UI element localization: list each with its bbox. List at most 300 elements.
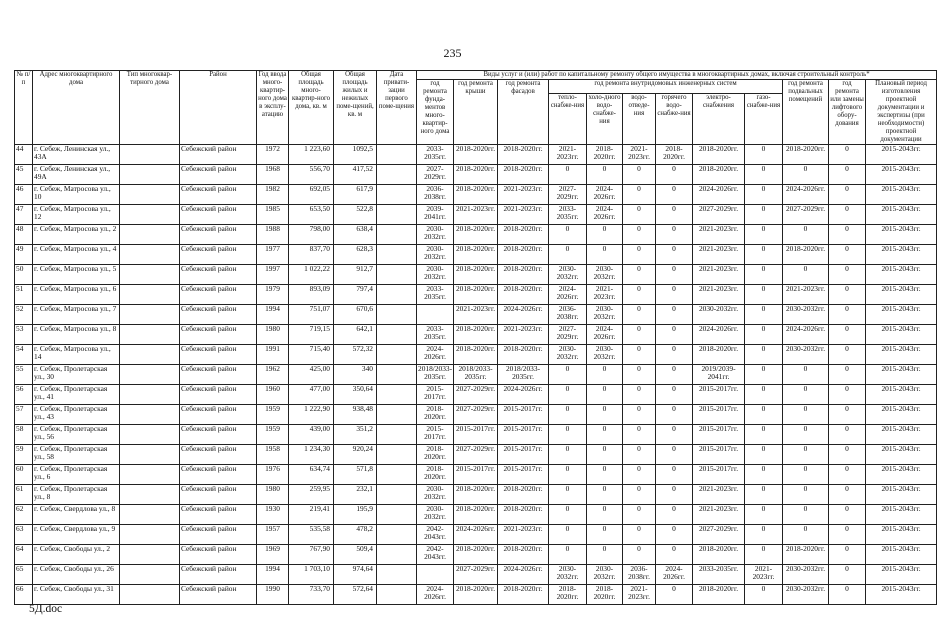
cell-basement: 0 bbox=[783, 465, 829, 485]
cell-address: г. Себеж, Матросова ул., 6 bbox=[33, 285, 120, 305]
cell-roof: 2021-2023гг. bbox=[454, 305, 498, 325]
cell-heat: 0 bbox=[549, 365, 587, 385]
cell-electric: 2018-2020гг. bbox=[693, 345, 745, 365]
cell-electric: 2015-2017гг. bbox=[693, 465, 745, 485]
cell-num: 47 bbox=[15, 205, 33, 225]
header-systems-group: год ремонта внутридомовых инженерных систем bbox=[549, 80, 783, 94]
cell-address: г. Себеж, Пролетарская ул., 58 bbox=[33, 445, 120, 465]
cell-plan: 2015-2043гг. bbox=[866, 185, 937, 205]
cell-foundation: 2042-2043гг. bbox=[417, 525, 454, 545]
cell-elevator: 0 bbox=[829, 365, 866, 385]
cell-num: 58 bbox=[15, 425, 33, 445]
cell-living-area: 638,4 bbox=[334, 225, 377, 245]
cell-elevator: 0 bbox=[829, 525, 866, 545]
cell-elevator: 0 bbox=[829, 265, 866, 285]
table-body bbox=[15, 145, 937, 605]
cell-total-area: 425,00 bbox=[289, 365, 334, 385]
cell-address: г. Себеж, Матросова ул., 10 bbox=[33, 185, 120, 205]
cell-hot: 0 bbox=[656, 405, 693, 425]
cell-foundation bbox=[417, 565, 454, 585]
cell-year: 1962 bbox=[257, 365, 289, 385]
cell-cold: 2030-2032гг. bbox=[587, 345, 623, 365]
cell-cold: 2030-2032гг. bbox=[587, 565, 623, 585]
cell-facade: 2018-2020гг. bbox=[498, 585, 549, 605]
cell-district: Себежский район bbox=[180, 205, 257, 225]
cell-address: г. Себеж, Пролетарская ул., 41 bbox=[33, 385, 120, 405]
cell-heat: 0 bbox=[549, 525, 587, 545]
cell-num: 65 bbox=[15, 565, 33, 585]
table-row bbox=[15, 265, 937, 285]
cell-total-area: 1 703,10 bbox=[289, 565, 334, 585]
cell-roof: 2018-2020гг. bbox=[454, 145, 498, 165]
cell-privatization bbox=[377, 285, 417, 305]
cell-elevator: 0 bbox=[829, 205, 866, 225]
cell-foundation: 2036-2038гг. bbox=[417, 185, 454, 205]
cell-hot: 0 bbox=[656, 245, 693, 265]
cell-living-area: 351,2 bbox=[334, 425, 377, 445]
cell-total-area: 893,09 bbox=[289, 285, 334, 305]
cell-basement: 0 bbox=[783, 445, 829, 465]
cell-type bbox=[120, 425, 180, 445]
cell-total-area: 715,40 bbox=[289, 345, 334, 365]
cell-plan: 2015-2043гг. bbox=[866, 225, 937, 245]
cell-type bbox=[120, 245, 180, 265]
cell-plan: 2015-2043гг. bbox=[866, 385, 937, 405]
cell-cold: 2024-2026гг. bbox=[587, 185, 623, 205]
cell-basement: 2030-2032гг. bbox=[783, 565, 829, 585]
cell-basement: 2024-2026гг. bbox=[783, 185, 829, 205]
cell-year: 1979 bbox=[257, 285, 289, 305]
cell-drain: 0 bbox=[623, 225, 656, 245]
cell-total-area: 1 223,60 bbox=[289, 145, 334, 165]
cell-living-area: 232,1 bbox=[334, 485, 377, 505]
cell-plan: 2015-2043гг. bbox=[866, 265, 937, 285]
cell-plan: 2015-2043гг. bbox=[866, 525, 937, 545]
cell-heat: 2027-2029гг. bbox=[549, 325, 587, 345]
cell-basement: 2018-2020гг. bbox=[783, 545, 829, 565]
cell-privatization bbox=[377, 305, 417, 325]
cell-foundation bbox=[417, 305, 454, 325]
cell-basement: 0 bbox=[783, 405, 829, 425]
cell-total-area: 692,05 bbox=[289, 185, 334, 205]
cell-drain: 0 bbox=[623, 365, 656, 385]
cell-heat: 2036-2038гг. bbox=[549, 305, 587, 325]
cell-privatization bbox=[377, 165, 417, 185]
cell-address: г. Себеж, Ленинская ул., 49А bbox=[33, 165, 120, 185]
cell-elevator: 0 bbox=[829, 585, 866, 605]
cell-electric: 2027-2029гг. bbox=[693, 525, 745, 545]
cell-type bbox=[120, 465, 180, 485]
cell-elevator: 0 bbox=[829, 345, 866, 365]
table-row bbox=[15, 225, 937, 245]
cell-roof: 2018-2020гг. bbox=[454, 485, 498, 505]
cell-heat: 0 bbox=[549, 165, 587, 185]
header-type: Тип многоквар-тирного дома bbox=[120, 71, 180, 145]
cell-hot: 0 bbox=[656, 185, 693, 205]
cell-plan: 2015-2043гг. bbox=[866, 245, 937, 265]
cell-drain: 0 bbox=[623, 465, 656, 485]
cell-gas: 0 bbox=[745, 365, 783, 385]
cell-plan: 2015-2043гг. bbox=[866, 145, 937, 165]
cell-num: 49 bbox=[15, 245, 33, 265]
table-row bbox=[15, 345, 937, 365]
table-row bbox=[15, 585, 937, 605]
cell-heat: 0 bbox=[549, 425, 587, 445]
cell-roof: 2027-2029гг. bbox=[454, 405, 498, 425]
header-gas: газо-снабже-ния bbox=[745, 93, 783, 144]
cell-privatization bbox=[377, 225, 417, 245]
table-row bbox=[15, 505, 937, 525]
cell-year: 1980 bbox=[257, 325, 289, 345]
cell-electric: 2018-2020гг. bbox=[693, 585, 745, 605]
cell-basement: 0 bbox=[783, 385, 829, 405]
cell-foundation: 2024-2026гг. bbox=[417, 345, 454, 365]
cell-total-area: 439,00 bbox=[289, 425, 334, 445]
cell-roof: 2018-2020гг. bbox=[454, 165, 498, 185]
cell-basement: 2030-2032гг. bbox=[783, 345, 829, 365]
cell-cold: 0 bbox=[587, 405, 623, 425]
cell-type bbox=[120, 305, 180, 325]
cell-plan: 2015-2043гг. bbox=[866, 285, 937, 305]
cell-basement: 0 bbox=[783, 165, 829, 185]
cell-gas: 0 bbox=[745, 265, 783, 285]
cell-drain: 0 bbox=[623, 265, 656, 285]
cell-address: г. Себеж, Свободы ул., 31 bbox=[33, 585, 120, 605]
cell-elevator: 0 bbox=[829, 285, 866, 305]
cell-living-area: 642,1 bbox=[334, 325, 377, 345]
cell-type bbox=[120, 545, 180, 565]
cell-living-area: 350,64 bbox=[334, 385, 377, 405]
header-elevator: год ремонта или замены лифтового обору-дования bbox=[829, 80, 866, 145]
cell-district: Себежский район bbox=[180, 465, 257, 485]
cell-drain: 0 bbox=[623, 505, 656, 525]
cell-basement: 2027-2029гг. bbox=[783, 205, 829, 225]
header-heat: тепло-снабже-ния bbox=[549, 93, 587, 144]
cell-elevator: 0 bbox=[829, 445, 866, 465]
cell-hot: 0 bbox=[656, 505, 693, 525]
cell-total-area: 535,58 bbox=[289, 525, 334, 545]
cell-drain: 0 bbox=[623, 385, 656, 405]
cell-privatization bbox=[377, 385, 417, 405]
cell-plan: 2015-2043гг. bbox=[866, 545, 937, 565]
cell-elevator: 0 bbox=[829, 405, 866, 425]
cell-living-area: 628,3 bbox=[334, 245, 377, 265]
cell-district: Себежский район bbox=[180, 325, 257, 345]
table-row bbox=[15, 205, 937, 225]
cell-gas: 0 bbox=[745, 225, 783, 245]
cell-year: 1959 bbox=[257, 425, 289, 445]
cell-gas: 0 bbox=[745, 465, 783, 485]
cell-plan: 2015-2043гг. bbox=[866, 165, 937, 185]
table-row bbox=[15, 185, 937, 205]
cell-roof: 2018-2020гг. bbox=[454, 265, 498, 285]
cell-plan: 2015-2043гг. bbox=[866, 585, 937, 605]
cell-foundation: 2018/2033-2035гг. bbox=[417, 365, 454, 385]
cell-drain: 0 bbox=[623, 165, 656, 185]
cell-basement: 0 bbox=[783, 485, 829, 505]
cell-gas: 2021-2023гг. bbox=[745, 565, 783, 585]
cell-drain: 0 bbox=[623, 545, 656, 565]
cell-living-area: 974,64 bbox=[334, 565, 377, 585]
cell-gas: 0 bbox=[745, 185, 783, 205]
cell-foundation: 2033-2035гг. bbox=[417, 285, 454, 305]
cell-elevator: 0 bbox=[829, 165, 866, 185]
cell-district: Себежский район bbox=[180, 285, 257, 305]
cell-year: 1976 bbox=[257, 465, 289, 485]
cell-plan: 2015-2043гг. bbox=[866, 365, 937, 385]
header-works-group: Виды услуг и (или) работ по капитальному ремонту общего имущества в многоквартирных домах, включая строительный контроль* bbox=[417, 71, 937, 80]
cell-year: 1957 bbox=[257, 525, 289, 545]
cell-district: Себежский район bbox=[180, 485, 257, 505]
cell-plan: 2015-2043гг. bbox=[866, 405, 937, 425]
cell-facade: 2018-2020гг. bbox=[498, 545, 549, 565]
cell-foundation: 2033-2035гг. bbox=[417, 325, 454, 345]
cell-drain: 0 bbox=[623, 205, 656, 225]
cell-heat: 2018-2020гг. bbox=[549, 585, 587, 605]
cell-elevator: 0 bbox=[829, 505, 866, 525]
cell-elevator: 0 bbox=[829, 305, 866, 325]
cell-heat: 0 bbox=[549, 465, 587, 485]
cell-hot: 0 bbox=[656, 345, 693, 365]
cell-total-area: 767,90 bbox=[289, 545, 334, 565]
cell-plan: 2015-2043гг. bbox=[866, 505, 937, 525]
cell-privatization bbox=[377, 545, 417, 565]
cell-cold: 2018-2020гг. bbox=[587, 585, 623, 605]
cell-plan: 2015-2043гг. bbox=[866, 325, 937, 345]
cell-district: Себежский район bbox=[180, 185, 257, 205]
cell-year: 1991 bbox=[257, 345, 289, 365]
cell-living-area: 195,9 bbox=[334, 505, 377, 525]
cell-basement: 0 bbox=[783, 525, 829, 545]
cell-elevator: 0 bbox=[829, 145, 866, 165]
cell-cold: 0 bbox=[587, 225, 623, 245]
cell-address: г. Себеж, Матросова ул., 8 bbox=[33, 325, 120, 345]
cell-electric: 2018-2020гг. bbox=[693, 145, 745, 165]
cell-privatization bbox=[377, 525, 417, 545]
cell-plan: 2015-2043гг. bbox=[866, 205, 937, 225]
capital-repair-table bbox=[14, 70, 937, 605]
cell-total-area: 634,74 bbox=[289, 465, 334, 485]
cell-hot: 2018-2020гг. bbox=[656, 145, 693, 165]
cell-gas: 0 bbox=[745, 485, 783, 505]
cell-num: 60 bbox=[15, 465, 33, 485]
cell-elevator: 0 bbox=[829, 245, 866, 265]
cell-cold: 2030-2032гг. bbox=[587, 265, 623, 285]
cell-gas: 0 bbox=[745, 425, 783, 445]
cell-total-area: 1 234,30 bbox=[289, 445, 334, 465]
cell-cold: 0 bbox=[587, 245, 623, 265]
cell-electric: 2027-2029гг. bbox=[693, 205, 745, 225]
cell-elevator: 0 bbox=[829, 565, 866, 585]
cell-hot: 0 bbox=[656, 365, 693, 385]
cell-hot: 0 bbox=[656, 465, 693, 485]
cell-elevator: 0 bbox=[829, 325, 866, 345]
cell-hot: 0 bbox=[656, 305, 693, 325]
cell-plan: 2015-2043гг. bbox=[866, 445, 937, 465]
cell-cold: 2018-2020гг. bbox=[587, 145, 623, 165]
cell-facade: 2015-2017гг. bbox=[498, 425, 549, 445]
cell-num: 66 bbox=[15, 585, 33, 605]
cell-electric: 2021-2023гг. bbox=[693, 265, 745, 285]
table-row bbox=[15, 565, 937, 585]
cell-living-area: 617,9 bbox=[334, 185, 377, 205]
cell-facade: 2024-2026гг. bbox=[498, 565, 549, 585]
cell-heat: 0 bbox=[549, 225, 587, 245]
cell-type bbox=[120, 345, 180, 365]
cell-privatization bbox=[377, 345, 417, 365]
footer-filename: 5Д.doc bbox=[29, 603, 63, 615]
cell-facade: 2021-2023гг. bbox=[498, 325, 549, 345]
cell-electric: 2019/2039-2041гг. bbox=[693, 365, 745, 385]
cell-living-area: 938,48 bbox=[334, 405, 377, 425]
cell-hot: 0 bbox=[656, 525, 693, 545]
cell-type bbox=[120, 365, 180, 385]
cell-privatization bbox=[377, 205, 417, 225]
cell-address: г. Себеж, Пролетарская ул., 6 bbox=[33, 465, 120, 485]
cell-heat: 0 bbox=[549, 445, 587, 465]
cell-plan: 2015-2043гг. bbox=[866, 425, 937, 445]
cell-basement: 0 bbox=[783, 365, 829, 385]
cell-cold: 0 bbox=[587, 365, 623, 385]
cell-facade: 2018-2020гг. bbox=[498, 245, 549, 265]
cell-elevator: 0 bbox=[829, 385, 866, 405]
cell-gas: 0 bbox=[745, 385, 783, 405]
header-roof: год ремонта крыши bbox=[454, 80, 498, 145]
cell-facade: 2018-2020гг. bbox=[498, 485, 549, 505]
cell-num: 44 bbox=[15, 145, 33, 165]
cell-roof: 2018-2020гг. bbox=[454, 225, 498, 245]
cell-address: г. Себеж, Матросова ул., 5 bbox=[33, 265, 120, 285]
cell-year: 1930 bbox=[257, 505, 289, 525]
cell-drain: 2021-2023гг. bbox=[623, 145, 656, 165]
cell-heat: 0 bbox=[549, 505, 587, 525]
header-total-area: Общая площадь много-квартир-ного дома, кв. м bbox=[289, 71, 334, 145]
cell-drain: 0 bbox=[623, 185, 656, 205]
cell-facade: 2018-2020гг. bbox=[498, 265, 549, 285]
cell-num: 55 bbox=[15, 365, 33, 385]
cell-hot: 0 bbox=[656, 165, 693, 185]
cell-num: 50 bbox=[15, 265, 33, 285]
cell-gas: 0 bbox=[745, 165, 783, 185]
cell-type bbox=[120, 405, 180, 425]
cell-num: 61 bbox=[15, 485, 33, 505]
cell-district: Себежский район bbox=[180, 245, 257, 265]
cell-elevator: 0 bbox=[829, 425, 866, 445]
cell-heat: 2030-2032гг. bbox=[549, 565, 587, 585]
table-header bbox=[15, 71, 937, 145]
cell-foundation: 2042-2043гг. bbox=[417, 545, 454, 565]
cell-electric: 2024-2026гг. bbox=[693, 325, 745, 345]
cell-facade: 2015-2017гг. bbox=[498, 445, 549, 465]
cell-total-area: 556,70 bbox=[289, 165, 334, 185]
cell-num: 64 bbox=[15, 545, 33, 565]
table-row bbox=[15, 365, 937, 385]
cell-basement: 0 bbox=[783, 505, 829, 525]
cell-district: Себежский район bbox=[180, 525, 257, 545]
cell-basement: 2030-2032гг. bbox=[783, 305, 829, 325]
cell-num: 56 bbox=[15, 385, 33, 405]
cell-num: 52 bbox=[15, 305, 33, 325]
cell-living-area: 522,8 bbox=[334, 205, 377, 225]
cell-facade: 2018-2020гг. bbox=[498, 505, 549, 525]
cell-gas: 0 bbox=[745, 285, 783, 305]
cell-total-area: 477,00 bbox=[289, 385, 334, 405]
cell-facade: 2021-2023гг. bbox=[498, 525, 549, 545]
cell-type bbox=[120, 585, 180, 605]
cell-plan: 2015-2043гг. bbox=[866, 305, 937, 325]
cell-total-area: 1 022,22 bbox=[289, 265, 334, 285]
cell-roof: 2018/2033-2035гг. bbox=[454, 365, 498, 385]
table-row bbox=[15, 405, 937, 425]
cell-foundation: 2030-2032гг. bbox=[417, 245, 454, 265]
header-address: Адрес многоквартирного дома bbox=[33, 71, 120, 145]
cell-electric: 2015-2017гг. bbox=[693, 385, 745, 405]
cell-living-area: 572,32 bbox=[334, 345, 377, 365]
cell-basement: 0 bbox=[783, 265, 829, 285]
cell-heat: 0 bbox=[549, 245, 587, 265]
cell-roof: 2018-2020гг. bbox=[454, 285, 498, 305]
cell-facade: 2018-2020гг. bbox=[498, 165, 549, 185]
cell-living-area: 1092,5 bbox=[334, 145, 377, 165]
cell-elevator: 0 bbox=[829, 485, 866, 505]
cell-gas: 0 bbox=[745, 405, 783, 425]
header-facade: год ремонта фасадов bbox=[498, 80, 549, 145]
cell-type bbox=[120, 225, 180, 245]
cell-total-area: 259,95 bbox=[289, 485, 334, 505]
cell-gas: 0 bbox=[745, 305, 783, 325]
cell-foundation: 2030-2032гг. bbox=[417, 265, 454, 285]
cell-elevator: 0 bbox=[829, 465, 866, 485]
cell-privatization bbox=[377, 505, 417, 525]
cell-roof: 2015-2017гг. bbox=[454, 465, 498, 485]
cell-roof: 2027-2029гг. bbox=[454, 565, 498, 585]
cell-type bbox=[120, 485, 180, 505]
header-living-area: Общая площадь жилых и нежилых поме-щений, кв. м bbox=[334, 71, 377, 145]
cell-cold: 0 bbox=[587, 545, 623, 565]
cell-basement: 2024-2026гг. bbox=[783, 325, 829, 345]
cell-total-area: 798,00 bbox=[289, 225, 334, 245]
cell-type bbox=[120, 445, 180, 465]
cell-drain: 0 bbox=[623, 305, 656, 325]
cell-num: 63 bbox=[15, 525, 33, 545]
cell-address: г. Себеж, Свободы ул., 2 bbox=[33, 545, 120, 565]
cell-year: 1990 bbox=[257, 585, 289, 605]
cell-district: Себежский район bbox=[180, 445, 257, 465]
cell-num: 48 bbox=[15, 225, 33, 245]
cell-year: 1985 bbox=[257, 205, 289, 225]
cell-privatization bbox=[377, 425, 417, 445]
cell-electric: 2015-2017гг. bbox=[693, 405, 745, 425]
table-row bbox=[15, 245, 937, 265]
cell-hot: 0 bbox=[656, 385, 693, 405]
cell-living-area: 912,7 bbox=[334, 265, 377, 285]
cell-plan: 2015-2043гг. bbox=[866, 345, 937, 365]
cell-electric: 2021-2023гг. bbox=[693, 245, 745, 265]
cell-living-area: 478,2 bbox=[334, 525, 377, 545]
cell-roof: 2018-2020гг. bbox=[454, 325, 498, 345]
cell-address: г. Себеж, Матросова ул., 4 bbox=[33, 245, 120, 265]
cell-foundation: 2018-2020гг. bbox=[417, 465, 454, 485]
cell-gas: 0 bbox=[745, 445, 783, 465]
cell-cold: 0 bbox=[587, 485, 623, 505]
cell-facade: 2015-2017гг. bbox=[498, 405, 549, 425]
cell-year: 1959 bbox=[257, 405, 289, 425]
cell-heat: 0 bbox=[549, 485, 587, 505]
cell-year: 1994 bbox=[257, 305, 289, 325]
cell-basement: 2018-2020гг. bbox=[783, 145, 829, 165]
cell-foundation: 2018-2020гг. bbox=[417, 445, 454, 465]
cell-cold: 2021-2023гг. bbox=[587, 285, 623, 305]
